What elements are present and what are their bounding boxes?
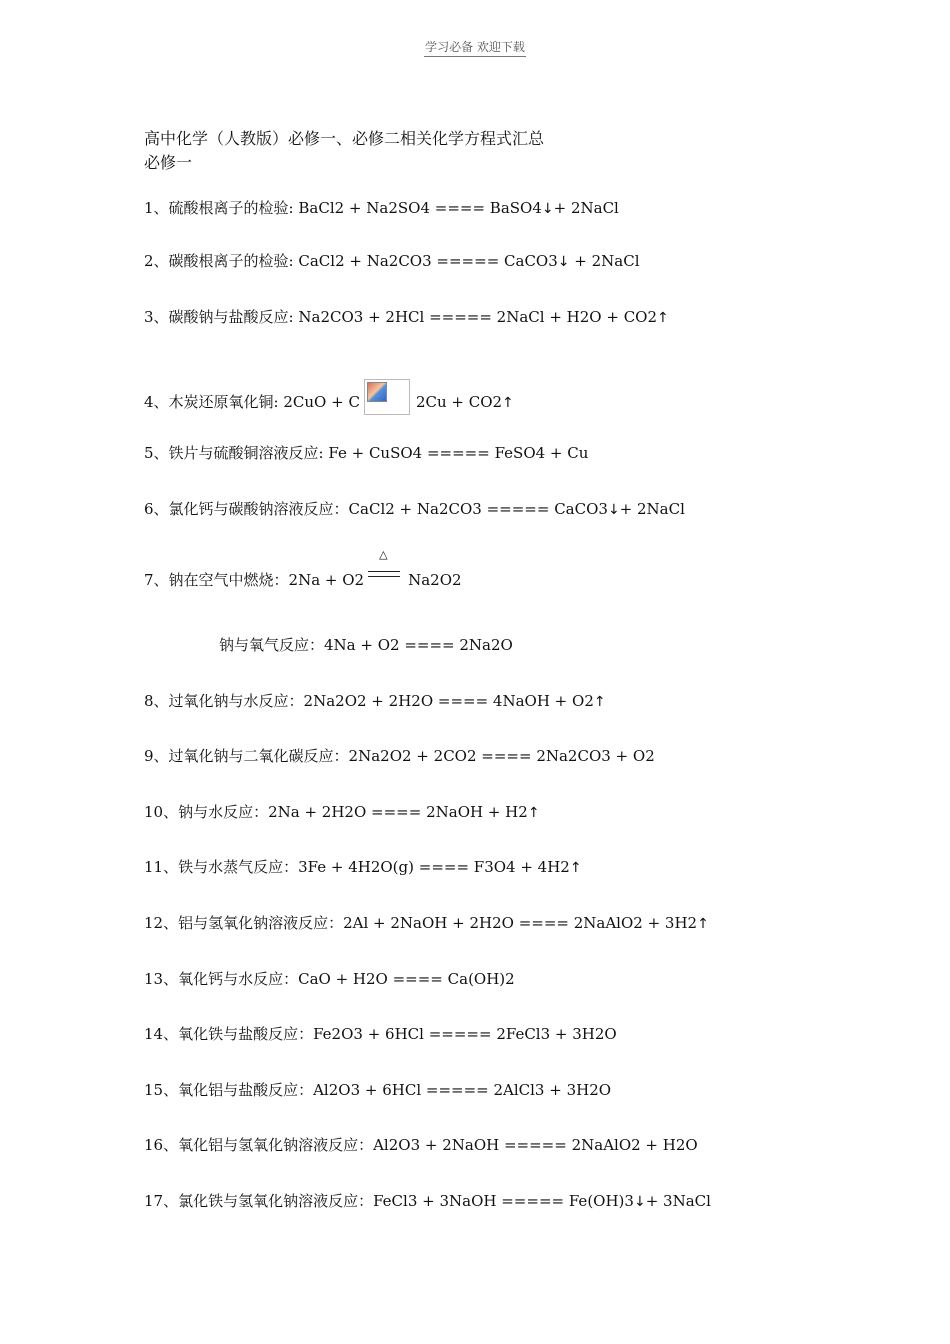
- equation-formula: + 2NaCl: [619, 500, 685, 518]
- equation-line: [144, 802, 540, 823]
- equation-label: 7、钠在空气中燃烧：: [144, 571, 289, 589]
- equation-formula: BaCl2 + Na2SO4 ==== BaSO4: [298, 199, 542, 217]
- equation-label: 16、氧化铝与氢氧化钠溶液反应：: [144, 1136, 374, 1154]
- down-arrow-icon: ↓: [557, 254, 570, 270]
- equation-line: [144, 913, 709, 934]
- document-title: 高中化学（人教版）必修一、必修二相关化学方程式汇总: [144, 129, 545, 148]
- equation-formula: Fe + CuSO4 ===== FeSO4 + Cu: [328, 444, 589, 462]
- equation-label: 4、木炭还原氧化铜:: [144, 393, 284, 411]
- equation-formula: 2Al + 2NaOH + 2H2O ==== 2NaAlO2 + 3H2: [343, 914, 698, 932]
- equation-line: [144, 1024, 617, 1044]
- equation-formula: 2Na2O2 + 2CO2 ==== 2Na2CO3 + O2: [348, 747, 655, 765]
- equation-label: 13、氧化钙与水反应：: [144, 970, 299, 988]
- equation-formula: 2Na + O2: [288, 571, 365, 589]
- equation-label: 17、氯化铁与氢氧化钠溶液反应：: [144, 1192, 374, 1210]
- equation-label: 12、铝与氢氧化钠溶液反应：: [144, 914, 344, 932]
- section-heading: 必修一: [144, 153, 193, 172]
- up-arrow-icon: ↑: [593, 694, 606, 710]
- equation-line: [144, 1135, 698, 1155]
- equation-label: 9、过氧化钠与二氧化碳反应：: [144, 747, 349, 765]
- equation-label: 2、碳酸根离子的检验:: [144, 252, 299, 270]
- equation-label: 3、碳酸钠与盐酸反应:: [144, 308, 299, 326]
- equation-line: [144, 691, 606, 712]
- equation-line: [144, 746, 655, 766]
- equation-formula: 2Cu + CO2: [415, 393, 503, 411]
- equation-line: [219, 635, 513, 655]
- down-arrow-icon: ↓: [541, 201, 554, 217]
- up-arrow-icon: ↑: [527, 805, 540, 821]
- equation-label: 1、硫酸根离子的检验:: [144, 199, 299, 217]
- equation-formula: Fe2O3 + 6HCl ===== 2FeCl3 + 3H2O: [313, 1025, 617, 1043]
- equation-line: [144, 443, 588, 463]
- equation-label: 5、铁片与硫酸铜溶液反应:: [144, 444, 329, 462]
- equation-formula: Na2O2: [408, 571, 462, 589]
- equation-formula: FeCl3 + 3NaOH ===== Fe(OH)3: [373, 1192, 634, 1210]
- equals-bar: [368, 571, 400, 572]
- down-arrow-icon: ↓: [633, 1194, 646, 1210]
- down-arrow-icon: ↓: [607, 502, 620, 518]
- equation-line: [144, 548, 462, 590]
- equation-line: [144, 1191, 711, 1212]
- up-arrow-icon: ↑: [502, 395, 514, 411]
- equation-line: [144, 969, 515, 989]
- heating-equals-sign: [368, 548, 400, 585]
- equation-formula: + 2NaCl: [569, 252, 640, 270]
- equals-bar: [368, 576, 400, 577]
- equation-label: 15、氧化铝与盐酸反应：: [144, 1081, 314, 1099]
- equation-line: [144, 307, 669, 328]
- up-arrow-icon: ↑: [569, 860, 582, 876]
- up-arrow-icon: ↑: [657, 310, 669, 326]
- equation-line: [144, 379, 514, 415]
- equation-formula: + 3NaCl: [645, 1192, 711, 1210]
- equation-formula: Al2O3 + 2NaOH ===== 2NaAlO2 + H2O: [373, 1136, 698, 1154]
- equation-label: 11、铁与水蒸气反应：: [144, 858, 299, 876]
- header-text: 学习必备 欢迎下载: [424, 40, 526, 57]
- equation-line: [144, 198, 619, 219]
- equation-label: 钠与氧气反应：: [219, 636, 325, 654]
- equation-label: 8、过氧化钠与水反应：: [144, 692, 304, 710]
- equation-formula: Al2O3 + 6HCl ===== 2AlCl3 + 3H2O: [313, 1081, 612, 1099]
- equation-formula: + 2NaCl: [553, 199, 619, 217]
- broken-image-icon: [364, 379, 410, 415]
- equation-line: [144, 499, 685, 520]
- equation-formula: CaCl2 + Na2CO3 ===== CaCO3: [298, 252, 558, 270]
- page-header: [0, 38, 950, 55]
- equation-formula: 2Na2O2 + 2H2O ==== 4NaOH + O2: [303, 692, 594, 710]
- equation-line: [144, 251, 640, 272]
- equation-label: 10、钠与水反应：: [144, 803, 269, 821]
- equation-formula: 3Fe + 4H2O(g) ==== F3O4 + 4H2: [298, 858, 570, 876]
- heat-triangle-icon: △: [379, 548, 388, 561]
- equation-formula: 2CuO + C: [283, 393, 360, 411]
- equation-formula: 4Na + O2 ==== 2Na2O: [324, 636, 513, 654]
- equation-formula: 2Na + 2H2O ==== 2NaOH + H2: [268, 803, 528, 821]
- equation-line: [144, 857, 582, 878]
- equation-formula: CaO + H2O ==== Ca(OH)2: [298, 970, 515, 988]
- equation-formula: Na2CO3 + 2HCl ===== 2NaCl + H2O + CO2: [298, 308, 658, 326]
- equation-line: [144, 1080, 611, 1100]
- equation-label: 6、氯化钙与碳酸钠溶液反应：: [144, 500, 349, 518]
- equation-formula: CaCl2 + Na2CO3 ===== CaCO3: [348, 500, 608, 518]
- image-thumbnail: [367, 382, 387, 402]
- equation-label: 14、氧化铁与盐酸反应：: [144, 1025, 314, 1043]
- up-arrow-icon: ↑: [697, 916, 709, 932]
